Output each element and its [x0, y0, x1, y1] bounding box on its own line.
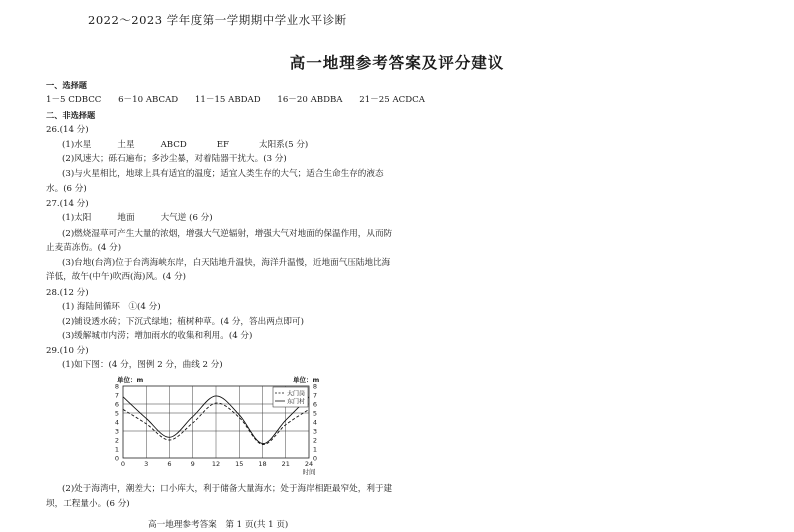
answer-part: 地面: [117, 213, 135, 223]
x-axis-label: 时间: [302, 468, 316, 476]
section-choice-title: 一、选择题: [46, 80, 87, 90]
q27-answer-2-cont: 止麦苗冻伤。(4 分): [46, 243, 122, 253]
q28-answer-3: (3)缓解城市内涝；增加雨水的收集和利用。(4 分): [62, 331, 253, 341]
q28-heading: 28.(12 分): [46, 288, 89, 298]
x-tick-label: 0: [120, 460, 126, 468]
legend-label: 大门岗: [287, 390, 306, 398]
choice-answer-group: 21－25 ACDCA: [359, 95, 425, 105]
q29-answer-2: (2)处于海湾中，潮差大；口小库大，利于储备大量海水；处于海岸相距最窄处，利于建: [62, 484, 393, 494]
y-tick-label-right: 5: [312, 409, 318, 418]
q26-answer-3-cont: 水。(6 分): [46, 184, 87, 194]
tide-chart: [105, 372, 345, 476]
y-axis-label-left: 单位：m: [117, 376, 144, 384]
y-tick-label-left: 5: [114, 409, 120, 418]
q26-answer-3: (3)与火星相比，地球上具有适宜的温度；适宜人类生存的大气；适合生命生存的液态: [62, 169, 384, 179]
y-axis-label-right: 单位：m: [293, 376, 320, 384]
q26-answer-1: [62, 140, 308, 151]
choice-answers: [46, 95, 425, 106]
x-tick-label: 9: [190, 460, 195, 468]
q27-answer-1: [62, 213, 213, 224]
page-title: 高一地理参考答案及评分建议: [289, 53, 505, 72]
x-tick-label: 3: [144, 460, 149, 468]
y-tick-label-right: 3: [312, 427, 318, 436]
y-tick-label-left: 7: [114, 391, 120, 400]
x-tick-label: 15: [235, 460, 244, 468]
y-tick-label-right: 4: [312, 418, 318, 427]
choice-answer-group: 11－15 ABDAD: [194, 95, 261, 105]
y-tick-label-right: 1: [312, 445, 318, 454]
q28-answer-1: (1) 海陆间循环 ①(4 分): [62, 302, 161, 312]
y-tick-label-right: 8: [312, 382, 318, 391]
q27-answer-3: (3)台地(台湾)位于台湾海峡东岸，白天陆地升温快，海洋升温慢，近地面气压陆地比海: [62, 258, 391, 268]
answer-part: (1)太阳: [62, 213, 92, 223]
q29-answer-1: (1)如下图：(4 分，图例 2 分，曲线 2 分): [62, 360, 223, 370]
y-tick-label-left: 1: [114, 445, 120, 454]
section-open-title: 二、非选择题: [46, 110, 96, 120]
choice-answer-group: 1－5 CDBCC: [46, 95, 102, 105]
y-tick-label-left: 8: [114, 382, 120, 391]
q26-answer-2: (2)风速大；砾石遍布；多沙尘暴，对着陆器干扰大。(3 分): [62, 154, 287, 164]
legend-label: 东门村: [287, 398, 306, 406]
answer-part: ABCD: [160, 140, 187, 150]
y-tick-label-left: 0: [114, 454, 120, 463]
answer-part: 太阳系(5 分): [258, 140, 309, 150]
exam-header: 2022～2023 学年度第一学期期中学业水平诊断: [88, 13, 347, 27]
x-tick-label: 18: [258, 460, 267, 468]
answer-part: 土星: [117, 140, 135, 150]
q29-answer-2-cont: 坝，工程量小。(6 分): [46, 499, 130, 509]
answer-part: EF: [216, 140, 229, 150]
q29-heading: 29.(10 分): [46, 346, 89, 356]
q27-answer-3-cont: 洋低，故午(中午)吹西(海)风。(4 分): [46, 272, 187, 282]
x-tick-label: 24: [304, 460, 314, 468]
page-footer: 高一地理参考答案 第 1 页(共 1 页): [148, 520, 289, 530]
choice-answer-group: 16－20 ABDBA: [277, 95, 343, 105]
q27-answer-2: (2)燃烧湿草可产生大量的浓烟，增强大气逆辐射，增强大气对地面的保温作用，从而防: [62, 229, 393, 239]
x-tick-label: 21: [281, 460, 290, 468]
y-tick-label-right: 7: [312, 391, 318, 400]
y-tick-label-left: 3: [114, 427, 120, 436]
x-tick-label: 6: [167, 460, 172, 468]
q28-answer-2: (2)铺设透水砖；下沉式绿地；植树种草。(4 分，答出两点即可): [62, 317, 304, 327]
y-tick-label-left: 4: [114, 418, 120, 427]
answer-part: 大气逆 (6 分): [160, 213, 213, 223]
x-tick-label: 12: [211, 460, 221, 468]
y-tick-label-left: 6: [114, 400, 120, 409]
y-tick-label-right: 2: [312, 436, 318, 445]
y-tick-label-right: 6: [312, 400, 318, 409]
q27-heading: 27.(14 分): [46, 199, 89, 209]
y-tick-label-left: 2: [114, 436, 120, 445]
q26-heading: 26.(14 分): [46, 125, 89, 135]
answer-part: (1)水星: [62, 140, 92, 150]
y-tick-label-right: 0: [312, 454, 318, 463]
choice-answer-group: 6－10 ABCAD: [118, 95, 179, 105]
